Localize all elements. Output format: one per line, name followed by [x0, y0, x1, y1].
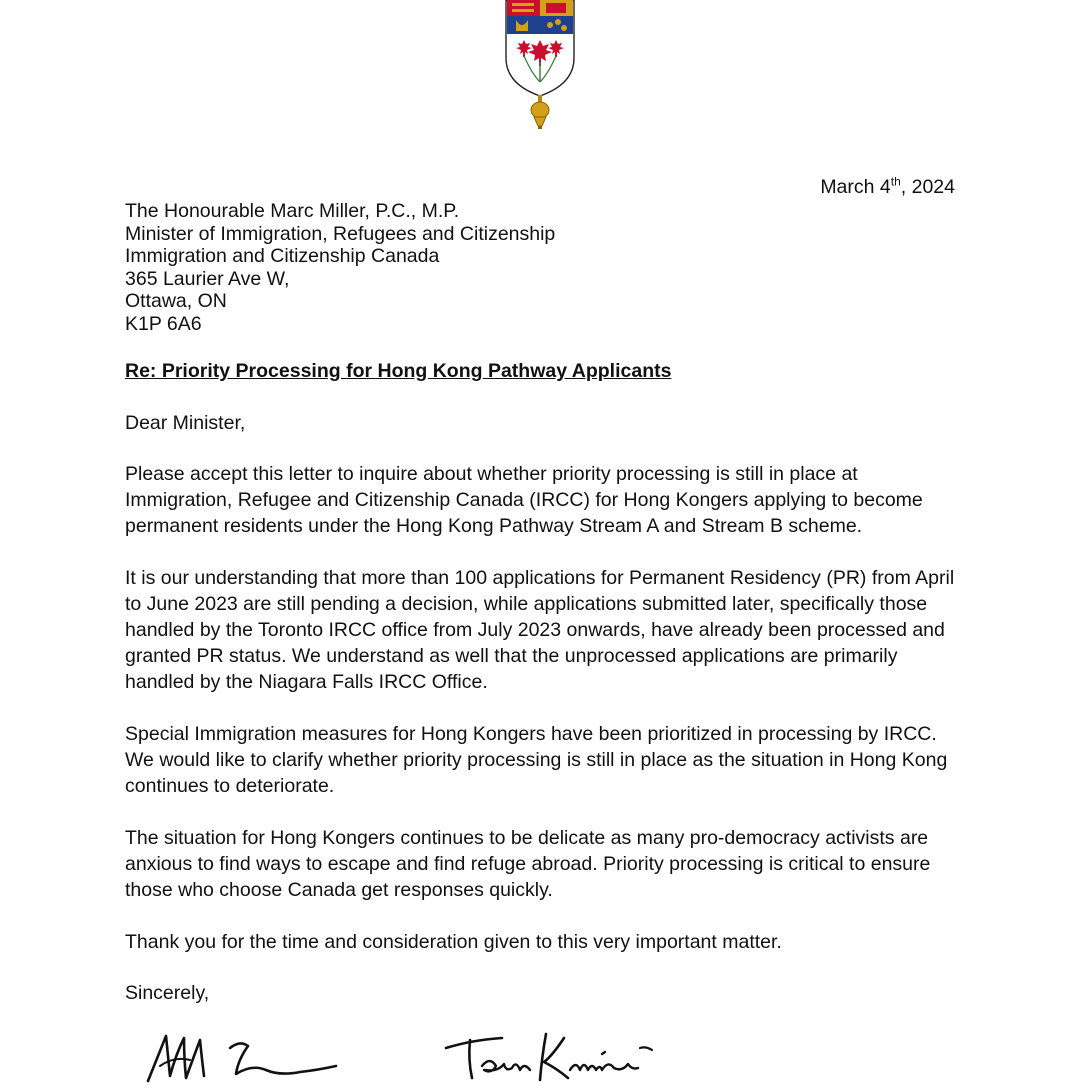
letter-paragraph-5: Thank you for the time and consideration given to this very important matter.: [125, 931, 782, 953]
letter-salutation: Dear Minister,: [125, 412, 246, 434]
letter-subject: Re: Priority Processing for Hong Kong Pathway Applicants: [125, 360, 672, 382]
letter-date: [820, 175, 955, 199]
coat-of-arms-crest-icon: [502, 0, 578, 130]
date-ordinal: th: [890, 174, 901, 189]
letter-paragraph-2: It is our understanding that more than 100 applications for Permanent Residency (PR) from April to June 2023 are still pending a decision, while applications submitted later, specifically those handled by the Toronto IRCC office from July 2023 onwards, have already been processed and granted PR status. We understand as well that the unprocessed applications are primarily handled by the Niagara Falls IRCC Office.: [125, 567, 955, 693]
date-year: , 2024: [900, 176, 955, 198]
date-month-day: March 4: [820, 176, 891, 198]
letter-paragraph-3: Special Immigration measures for Hong Kongers have been prioritized in processing by IRCC. We would like to clarify whether priority processing is still in place as the situation in Hong Kong continues to deteriorate.: [125, 723, 948, 797]
recipient-line-department: Immigration and Citizenship Canada: [125, 245, 440, 267]
recipient-line-name: The Honourable Marc Miller, P.C., M.P.: [125, 200, 460, 222]
signature-area: [130, 1018, 690, 1080]
signature-left-icon: [140, 1026, 340, 1086]
letter-closing: Sincerely,: [125, 982, 210, 1004]
recipient-line-postal-code: K1P 6A6: [125, 312, 202, 335]
recipient-line-title: Minister of Immigration, Refugees and Citizenship: [125, 222, 556, 245]
letter-paragraph-1: Please accept this letter to inquire about whether priority processing is still in place at Immigration, Refugee and Citizenship Canada (IRCC) for Hong Kongers applying to become permanent residents under the Hong Kong Pathway Stream A and Stream B scheme.: [125, 463, 923, 537]
signature-right-icon: [442, 1026, 662, 1086]
recipient-line-street: 365 Laurier Ave W,: [125, 267, 290, 290]
recipient-address: [125, 200, 965, 335]
letter-paragraph-4: The situation for Hong Kongers continues to be delicate as many pro-democracy activists are anxious to find ways to escape and find refuge abroad. Priority processing is critical to ensure those who choose Canada get responses quickly.: [125, 827, 931, 901]
letter-body: [125, 200, 965, 1005]
recipient-line-city: Ottawa, ON: [125, 290, 227, 312]
